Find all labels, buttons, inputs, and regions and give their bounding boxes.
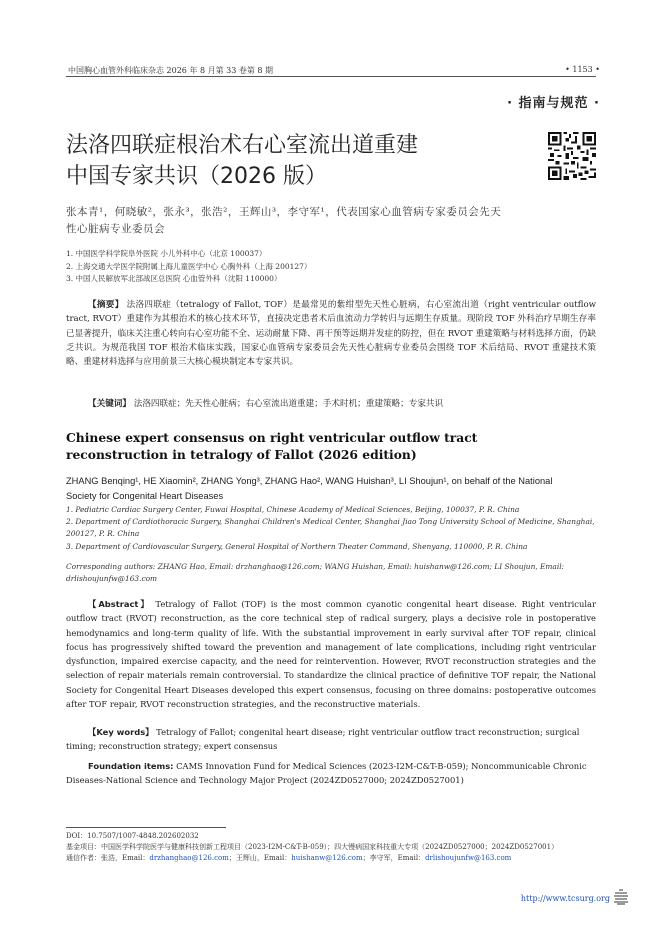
footnote-corr-mid: ；李守军，Email： — [362, 854, 426, 862]
article-title-en: Chinese expert consensus on right ventricular outflow tract reconstruction in tetralogy of Fallot (2026 edition) — [66, 430, 478, 462]
footnotes — [66, 831, 566, 864]
affiliations-cn — [66, 248, 586, 286]
abstract-cn-label: 【摘要】 — [88, 300, 124, 310]
email-link[interactable]: huishanw@126.com — [291, 854, 363, 862]
keywords-cn — [88, 397, 598, 409]
column-tag: · 指南与规范 · — [507, 96, 600, 111]
footnote-corr-mid: ；王辉山，Email： — [228, 854, 292, 862]
abstract-cn-text: 法洛四联症（tetralogy of Fallot, TOF）是最常见的紫绀型先天性心脏病，右心室流出道（right ventricular outflow tract, RVOT）重建作为其根治术的核心技术环节，直接决定患者术后血流动力学转归与远期生存质量。现阶段 TOF 外科治疗早期生存率已显著提升，临床关注重心转向右心室功能不全、运动耐量下降、再干预等远期并发症的防控，但在 RVOT 重建策略与材料选择方面，仍缺乏共识。为规范我国 TOF 根治术临床实践，国家心血管病专家委员会先天性心脏病专业委员会围绕 TOF 术后结局、RVOT 重建技术策略、重建材料选择与应用前景三大核心模块制定本专家共识。 — [66, 300, 596, 368]
qr-code-icon — [548, 132, 596, 180]
header-divider — [66, 76, 596, 77]
footnote-divider — [66, 827, 226, 828]
keywords-cn-label: 【关键词】 — [88, 399, 131, 409]
funding-en — [66, 759, 596, 788]
footnote-corr-prefix: 通信作者：张浩，Email： — [66, 854, 150, 862]
affiliation-cn-item: 2. 上海交通大学医学院附属上海儿童医学中心 心胸外科（上海 200127） — [66, 261, 312, 271]
running-header-journal: 中国胸心血管外科临床杂志 2026 年 8 月第 33 卷第 8 期 — [68, 66, 274, 75]
footnote-corresponding — [66, 853, 566, 864]
funding-en-label: Foundation items: — [88, 761, 174, 771]
abstract-en-text: Tetralogy of Fallot (TOF) is the most common cyanotic congenital heart disease. Right ventricular outflow tract (RVOT) reconstruction, as the core technical step of radical surgery, plays a decisive role in postoperative hemodynamics and long-term quality of life. With the substantial improvement in early survival after TOF repair, clinical focus has progressively shifted toward the prevention and management of late complications, including right ventricular dysfunction, impaired exercise capacity, and the need for reintervention. However, RVOT reconstruction strategies and the selection of repair materials remain controversial. To standardize the clinical practice of definitive TOF repair, the National Society for Congenital Heart Diseases developed this expert consensus, focusing on three domains: postoperative outcomes after TOF repair, RVOT reconstruction strategies, and the reconstructive materials. — [66, 599, 596, 710]
authors-en: ZHANG Benqing¹, HE Xiaomin², ZHANG Yong³, ZHANG Hao², WANG Huishan³, LI Shoujun¹, on behalf of the National Society for Congenital Heart Diseases — [66, 476, 553, 501]
page-number: • 1153 • — [565, 65, 600, 74]
footnote-funding-cn: 基金项目：中国医学科学院医学与健康科技创新工程项目（2023-I2M-C&T-B-059）；四大慢病国家科技重大专项（2024ZD0527000；2024ZD0527001） — [66, 843, 559, 851]
abstract-cn — [66, 298, 596, 369]
affiliation-cn-item: 3. 中国人民解放军北部战区总医院 心血管外科（沈阳 110000） — [66, 274, 282, 283]
abstract-en-label: 【Abstract】 — [88, 599, 151, 609]
funding-en-text: CAMS Innovation Fund for Medical Sciences (2023-I2M-C&T-B-059); Noncommunicable Chronic Diseases-National Science and Technology Major Project (2024ZD0527000; 2024ZD0527001) — [66, 761, 587, 786]
abstract-en — [66, 597, 596, 711]
affiliations-en — [66, 504, 596, 553]
title-cn-line-1: 法洛四联症根治术右心室流出道重建 — [66, 133, 419, 158]
journal-website-link[interactable]: http://www.tcsurg.org — [520, 894, 610, 903]
keywords-en — [66, 725, 596, 754]
keywords-cn-text: 法洛四联症；先天性心脏病；右心室流出道重建；手术时机；重建策略；专家共识 — [133, 399, 444, 409]
article-title-cn — [66, 130, 506, 192]
affiliation-en-item: 2. Department of Cardiothoracic Surgery, Shanghai Children's Medical Center, Shanghai Jiao Tong University School of Medicine, Shanghai, 200127, P. R. China — [66, 517, 595, 539]
authors-cn-line-2: 性心脏病专业委员会 — [66, 223, 165, 235]
affiliation-en-item: 3. Department of Cardiovascular Surgery, General Hospital of Northern Theater Command, Shenyang, 110000, P. R. China — [66, 541, 528, 551]
footnote-doi: DOI：10.7507/1007-4848.202602032 — [66, 832, 199, 840]
affiliation-cn-item: 1. 中国医学科学院阜外医院 小儿外科中心（北京 100037） — [66, 249, 267, 258]
authors-cn — [66, 204, 546, 238]
title-cn-line-2: 中国专家共识（2026 版） — [66, 164, 327, 189]
keywords-en-label: 【Key words】 — [88, 727, 154, 737]
affiliation-en-item: 1. Pediatric Cardiac Surgery Center, Fuwai Hospital, Chinese Academy of Medical Sciences, Beijing, 100037, P. R. China — [66, 505, 520, 514]
email-link[interactable]: drlishoujunfw@163.com — [425, 854, 512, 862]
authors-cn-line-1: 张本青¹，何晓敏²，张永³，张浩²，王辉山³，李守军¹，代表国家心血管病专家委员会先天 — [66, 206, 502, 218]
journal-logo-icon — [613, 889, 629, 905]
keywords-en-text: Tetralogy of Fallot; congenital heart disease; right ventricular outflow tract reconstruction; surgical timing; reconstruction strategy; expert consensus — [66, 727, 580, 752]
email-link[interactable]: drzhanghao@126.com — [149, 854, 229, 862]
corresponding-authors-en: Corresponding authors: ZHANG Hao, Email: drzhanghao@126.com; WANG Huishan, Email: huishanw@126.com; LI Shoujun, Email: drlishoujunfw@163.com — [66, 562, 565, 584]
